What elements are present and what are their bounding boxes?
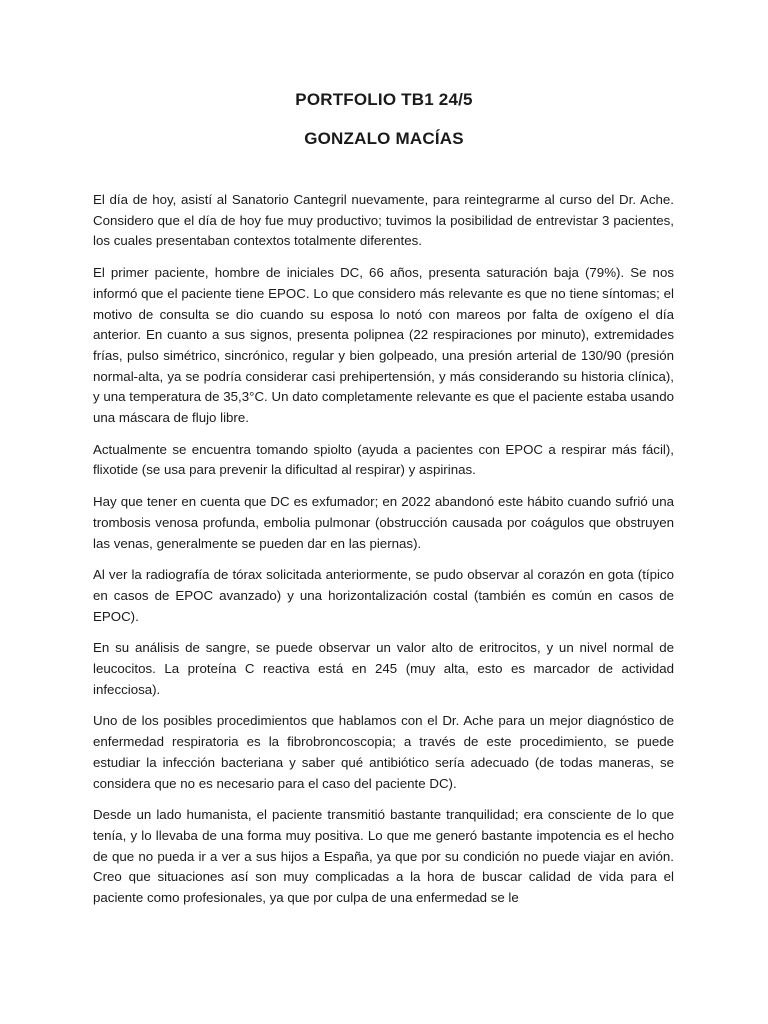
- paragraph-intro: El día de hoy, asistí al Sanatorio Cantegril nuevamente, para reintegrarme al curso del Dr. Ache. Considero que el día de hoy fue muy productivo; tuvimos la posibilidad de entrevistar 3 pacientes, los cuales presentaban contextos totalmente diferentes.: [93, 192, 674, 249]
- paragraph-first-patient: El primer paciente, hombre de iniciales DC, 66 años, presenta saturación baja (79%). Se nos informó que el paciente tiene EPOC. Lo que considero más relevante es que no tiene síntomas; el motivo de consulta se dio cuando su esposa lo notó con mareos por falta de oxígeno el día anterior. En cuanto a sus signos, presenta polipnea (22 respiraciones por minuto), extremidades frías, pulso simétrico, sincrónico, regular y bien golpeado, una presión arterial de 130/90 (presión normal-alta, ya se podría considerar casi prehipertensión, y más considerando su historia clínica), y una temperatura de 35,3°C. Un dato completamente relevante es que el paciente estaba usando una máscara de flujo libre.: [93, 265, 674, 426]
- paragraph-procedures: Uno de los posibles procedimientos que hablamos con el Dr. Ache para un mejor diagnóstico de enfermedad respiratoria es la fibrobroncoscopia; a través de este procedimiento, se puede estudiar la infección bacteriana y saber qué antibiótico sería adecuado (de todas maneras, se considera que no es necesario para el caso del paciente DC).: [93, 713, 674, 791]
- paragraph-humanist: Desde un lado humanista, el paciente transmitió bastante tranquilidad; era consciente de lo que tenía, y lo llevaba de una forma muy positiva. Lo que me generó bastante impotencia es el hecho de que no pueda ir a ver a sus hijos a España, ya que por su condición no puede viajar en avión. Creo que situaciones así son muy complicadas a la hora de buscar calidad de vida para el paciente como profesionales, ya que por culpa de una enfermedad se le: [93, 807, 674, 906]
- paragraph-xray: Al ver la radiografía de tórax solicitada anteriormente, se pudo observar al corazón en gota (típico en casos de EPOC avanzado) y una horizontalización costal (también es común en casos de EPOC).: [93, 567, 674, 624]
- paragraph-blood-test: En su análisis de sangre, se puede observar un valor alto de eritrocitos, y un nivel normal de leucocitos. La proteína C reactiva está en 245 (muy alta, esto es marcador de actividad infecciosa).: [93, 640, 674, 697]
- paragraph-medication: Actualmente se encuentra tomando spiolto (ayuda a pacientes con EPOC a respirar más fácil), flixotide (se usa para prevenir la dificultad al respirar) y aspirinas.: [93, 441, 674, 478]
- document-author: GONZALO MACÍAS: [304, 129, 464, 148]
- document-title: PORTFOLIO TB1 24/5: [295, 90, 473, 109]
- document-body: [93, 190, 674, 920]
- paragraph-history: Hay que tener en cuenta que DC es exfumador; en 2022 abandonó este hábito cuando sufrió una trombosis venosa profunda, embolia pulmonar (obstrucción causada por coágulos que obstruyen las venas, generalmente se pueden dar en las piernas).: [93, 494, 674, 551]
